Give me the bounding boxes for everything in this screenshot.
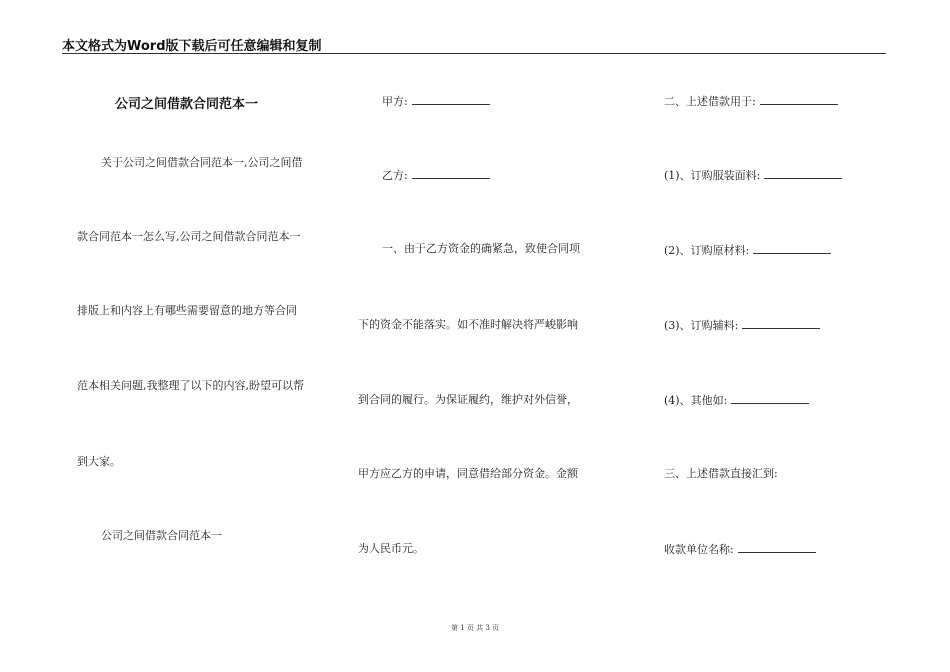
item-label: (2)、订购原材料: [664, 244, 750, 257]
payee-blank [738, 542, 816, 553]
item-field [664, 168, 842, 183]
paragraph-line: 范本相关问题,我整理了以下的内容,盼望可以帮 [77, 379, 304, 392]
party-a-label: 甲方: [382, 95, 408, 108]
remittance-clause: 三、上述借款直接汇到: [664, 467, 778, 480]
document-title: 公司之间借款合同范本一 [115, 97, 259, 112]
header-text: 本文格式为Word版下载后可任意编辑和复制 [62, 39, 322, 54]
item-blank [731, 393, 809, 404]
loan-purpose-blank [760, 94, 838, 105]
item-label: (1)、订购服装面料: [664, 169, 761, 182]
clause-line: 一、由于乙方资金的确紧急，致使合同项 [382, 242, 580, 255]
clause-line: 为人民币元。 [358, 542, 424, 555]
party-a-field [382, 94, 490, 109]
item-blank [742, 318, 820, 329]
payee-field [664, 542, 816, 557]
item-field [664, 393, 809, 408]
party-b-label: 乙方: [382, 169, 408, 182]
loan-purpose-field [664, 94, 838, 109]
section-subtitle: 公司之间借款合同范本一 [101, 529, 222, 542]
clause-line: 到合同的履行。为保证履约，维护对外信誉， [358, 393, 578, 406]
clause-line: 下的资金不能落实。如不准时解决将严峻影响 [358, 318, 578, 331]
item-label: (4)、其他如: [664, 394, 728, 407]
party-b-blank [412, 168, 490, 179]
party-a-blank [412, 94, 490, 105]
paragraph-line: 到大家。 [77, 455, 121, 468]
item-blank [753, 243, 831, 254]
item-field [664, 318, 820, 333]
paragraph-line: 款合同范本一怎么写,公司之间借款合同范本一 [77, 230, 301, 243]
clause-line: 甲方应乙方的申请，同意借给部分资金。金额 [358, 467, 578, 480]
item-blank [764, 168, 842, 179]
page-number: 第 1 页 共 3 页 [450, 624, 500, 632]
loan-purpose-label: 二、上述借款用于: [664, 95, 756, 108]
item-label: (3)、订购辅料: [664, 319, 739, 332]
page-header [62, 33, 886, 54]
paragraph-line: 关于公司之间借款合同范本一,公司之间借 [101, 156, 303, 169]
paragraph-line: 排版上和内容上有哪些需要留意的地方等合同 [77, 304, 297, 317]
payee-label: 收款单位名称: [664, 543, 734, 556]
item-field [664, 243, 831, 258]
party-b-field [382, 168, 490, 183]
